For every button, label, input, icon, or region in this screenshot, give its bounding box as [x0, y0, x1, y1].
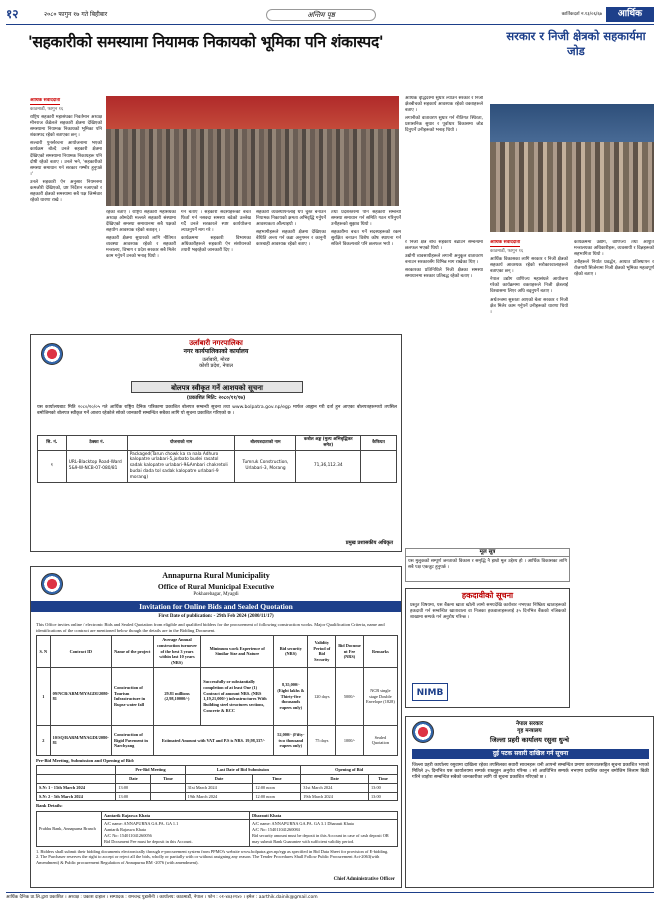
schedule-cell: 31st March 2024	[301, 783, 369, 792]
article-paragraph: सहकारी व्यवस्थापनलाई थप चुस्त बनाउन नियामक निकायको क्षमता अभिवृद्धि गर्नुपर्ने आवश्यकता औंल्याइयो ।	[256, 210, 326, 228]
bank1-title: Aantarik Rajaswa Khata	[101, 811, 249, 820]
award-table	[37, 435, 397, 483]
column-header: Bid security (NRS)	[274, 636, 308, 668]
cell-experience: Successfully or substantially completion of at least One (1) Contract of amount NRS. (NRS 1,19,21,000/-) infrastructures With Building steel structures sections, Concrete & RCC	[201, 667, 274, 725]
cell-sn: 2	[37, 725, 51, 755]
masthead	[6, 5, 654, 25]
schedule-label: Pre-Bid Meeting, Submission and Opening of Bid:	[36, 757, 135, 763]
schedule-subheader: Time	[253, 774, 301, 783]
province-name: कोशी प्रदेश, नेपाल	[199, 363, 233, 370]
schedule-cell: 13:00	[116, 792, 151, 801]
mool-sutra-text: यस मुलुकको सम्पूर्ण जनताको विकास र समृद्धि नै हाम्रो मूल उद्देश्य हो । आर्थिक विकासका लागि सबै पक्ष एकजुट हुनुपर्छ ।	[408, 559, 567, 571]
article-paragraph: र निजी क्षेत्र बीच सहकार्य बढाउने सम्बन्धमा छलफल भएको थियो ।	[405, 240, 483, 252]
cell-validity: 120 days	[308, 667, 336, 725]
main-article-photo	[106, 96, 399, 206]
notice-signoff: प्रमुख प्रशासकीय अधिकृत	[345, 540, 393, 547]
invitation-intro: This Office invites online / electronic Bids and Sealed Quotation from eligible and qualified bidders for the procurement of following construction works. Major Qualification Criteria, name and identifications of the contract are mentioned below though the details are in the Bidding Document.	[36, 622, 385, 634]
table-row	[37, 725, 398, 755]
notice-police	[405, 716, 654, 888]
schedule-row	[37, 792, 398, 801]
schedule-cell: 19th March 2024	[185, 792, 253, 801]
article-paragraph: सहकारीमा बचत गर्ने सदस्यहरूको रकम सुरक्षित बनाउन विशेष कोष स्थापना गर्न सकिने विकल्पबारे पनि छलफल भयो ।	[331, 230, 401, 248]
article-main-col5	[331, 210, 401, 328]
cell-estimate: Estimated Amount with VAT and P.S is NRS. 19,98,337/-	[153, 725, 273, 755]
bank2-details	[249, 820, 397, 846]
side-headline: सरकार र निजी क्षेत्रको सहकार्यमा जोड	[506, 29, 646, 58]
schedule-cell: S.N: 1 - 15th March 2024	[37, 783, 116, 792]
office-address: उर्लाबारी, मोरङ	[202, 356, 230, 363]
bank-label: Bank Details:	[36, 803, 63, 809]
column-header: Validity Period of Bid Security	[308, 636, 336, 668]
newspaper-logo: आर्थिक	[606, 7, 654, 22]
nimb-logo: NIMB	[412, 683, 448, 701]
cell-sn: १	[38, 450, 67, 482]
cell-security: 8,35,000/- (Eight lakhs & Thirty-five thousands rupees only)	[274, 667, 308, 725]
mool-sutra-title: मूल सूत्र	[406, 549, 569, 557]
cell-amount: 71,36,112.34	[296, 450, 361, 482]
schedule-row	[37, 783, 398, 792]
column-header: कबोल अङ्क (मुल्य अभिबृद्धिकर समेत)	[296, 436, 361, 451]
notice-urlabari	[30, 334, 402, 552]
article-byline: काठमाडौं, फागुन १६	[30, 107, 64, 113]
registration-number: कार्तिकदर्ता न.१३/०६/६७	[561, 12, 602, 17]
cell-fee: 5000/-	[336, 667, 364, 725]
article-paragraph: कार्यक्रममा सहकारी विभागका अधिकारीहरूले सहकारी ऐन संशोधनको तयारी भइरहेको जानकारी दिए ।	[181, 236, 251, 254]
schedule-subheader: Date	[116, 774, 151, 783]
publication-date: (प्रकाशित मिति: २०८०/११/१७)	[186, 395, 246, 401]
article-paragraph: सरकारका प्रतिनिधिले निजी क्षेत्रका समस्या समाधानमा सरकार प्रतिबद्ध रहेको बताए ।	[405, 268, 483, 280]
cell-project: Construction of Tourism Infrastructure in Rupse water fall	[112, 667, 154, 725]
article-paragraph: सञ्चारी पुनर्संरचना आयोजनामा भएको कार्यक्रम बोल्दै उनले सहकारी क्षेत्रमा देखिएको समस्यामा नियामक निकायहरू पनि दोषी रहेको बताए । उनले भने, 'सहकारीको समस्या समाधान गर्न सरकार गम्भीर हुनुपर्छ ।'	[30, 141, 102, 177]
schedule-header	[37, 766, 116, 775]
article-tag: आर्थिक संवाददाता	[30, 98, 60, 105]
notice-signoff: Chief Administrative Officer	[333, 877, 395, 883]
claim-notice-title: हकदावीको सूचना	[461, 591, 514, 600]
cell-contract-id: 10/SQ/RARM/MYAGDI/2080-81	[50, 725, 111, 755]
police-notice-text: जिल्ला प्रहरी कार्यालय रसुवामा दाखिला रहेका तपसिलका सवारी साधनहरू धनी आफ्नो सम्बन्धित प्रमाण कागजातसहित सूचना प्रकाशित भएको मितिले ३५ दिनभित्र यस कार्यालयमा सम्पर्क राख्नुहुन अनुरोध गरिन्छ । सो अवधिभित्र सम्पर्क नभएमा प्रचलित कानुन बमोजिम लिलाम बिक्री गरिने व्यहोरा सम्बन्धित सबैको जानकारीका लागि यो सूचना प्रकाशित गरिएको छ ।	[412, 763, 649, 781]
page-footer: आर्थिक दैनिक प्रा.लि.द्वारा प्रकाशित । अध्यक्ष : प्रकाश दाहाल । सम्पादक : रामचन्द्र पुडासैनी । कार्यालय: काठमाडौं, नेपाल । फोन : ०१-४४३२१४० । इमेल : aarthik.dainik@gmail.com	[6, 892, 654, 901]
bank-line: A/C name: ANNAPURNA GA.PA. GA 3.1 Dharauti Khata	[251, 821, 354, 827]
article-paragraph: गर्ने बताए । सहकारी सदस्यहरूको बचत फिर्ता गर्न नसक्दा समस्या बढेको उल्लेख गर्दै उनले सरकारले स्पष्ट कार्ययोजना ल्याउनुपर्ने माग गरे ।	[181, 210, 251, 234]
column-header: Bid Docume nt Fee (NRS)	[336, 636, 364, 668]
article-byline: काठमाडौं, फागुन १६	[490, 249, 524, 255]
column-header: सि. नं.	[38, 436, 67, 451]
article-main-col4	[256, 210, 326, 328]
column-header: Contract ID	[50, 636, 111, 668]
article-paragraph: राष्ट्रिय सहकारी महासंघका निवर्तमान अध्यक्ष मीनराज कँडेलले सहकारी क्षेत्रमा देखिएको समस्यामा नियामक निकायको भूमिका पनि शंकास्पद रहेको बताएका छन् ।	[30, 115, 102, 139]
article-paragraph: तथा प्रदेशस्तरमा पनि सहकारी सम्बन्धी समस्या समाधान गर्न समिति गठन गरिनुपर्ने उनीहरूको सुझाव थियो ।	[331, 210, 401, 228]
column-header: योजनाको नाम	[127, 436, 235, 451]
table-row	[37, 667, 398, 725]
article-paragraph: सहकारी क्षेत्रमा सुधारको लागि नीतिगत व्यवस्था आवश्यक रहेको र सहकारी मन्त्रालय, विभाग र प्रदेश सरकार सबै मिलेर काम गर्नुपर्ने उनको भनाइ थियो ।	[106, 236, 176, 260]
schedule-cell	[151, 792, 185, 801]
schedule-cell	[151, 783, 185, 792]
schedule-subheader: Time	[151, 774, 185, 783]
schedule-cell: 31st March 2024	[185, 783, 253, 792]
issue-date: २०८० फागुन १७ गते बिहीबार	[44, 11, 108, 18]
section-label: अन्तिम पृष्ठ	[266, 9, 376, 21]
table-row	[38, 450, 397, 482]
schedule-header: Pre-Bid Meeting	[116, 766, 185, 775]
schedule-subheader: Time	[369, 774, 398, 783]
schedule-cell: 13:00	[369, 792, 398, 801]
bank-line: Bid security amount must be deposit in this Account in case of cash deposit OR may submit Bank Guarantee with sufficient validity period.	[251, 832, 389, 844]
column-header: ठेक्का नं.	[66, 436, 127, 451]
side-article-photo	[490, 104, 654, 232]
ministry-name: गृह मन्त्रालय	[517, 728, 542, 735]
article-main-col3	[181, 210, 251, 328]
schedule-subheader: Date	[301, 774, 369, 783]
bank2-title: Dharauti Khata	[249, 811, 397, 820]
article-main-col1	[30, 98, 102, 328]
main-headline: 'सहकारीको समस्यामा नियामक निकायको भूमिका पनि शंकास्पद'	[28, 32, 384, 51]
bid-note: 2. The Purchaser reserves the right to accept or reject all the bids, wholly or partially with or without assigning any reason. The Tender Procedures Shall Follow Public Procurement Act-2063(with Amendment) & Public procurement Regulation of Annapurna RM -2076 (with amendment).	[36, 854, 380, 866]
schedule-cell: 13:00	[369, 783, 398, 792]
cell-sn: 1	[37, 667, 51, 725]
bank-table	[36, 811, 398, 847]
article-side-col3	[574, 240, 654, 660]
article-paragraph: अर्थतन्त्रमा सुस्तता आएको बेला सरकार र निजी क्षेत्र मिलेर काम गर्नुपर्ने उनीहरूको धारणा थियो ।	[490, 297, 568, 315]
column-header: Minimum work Experience of Similar Size and Nature	[201, 636, 274, 668]
table-header-row	[38, 436, 397, 451]
schedule-cell: 19th March 2024	[301, 792, 369, 801]
cell-validity: 75 days	[308, 725, 336, 755]
rm-address: Pokharebagar, Myagdi	[193, 591, 239, 597]
bid-note: 1. Bidders shall submit their bidding documents electronically through e-procurement system from PPMO's website www.bolpatra.gov.np/egp as specified in Bid Data Sheet for provision of E-bidding.	[36, 848, 389, 854]
schedule-header: Last Date of Bid Submission	[185, 766, 301, 775]
notice-nimb	[405, 588, 570, 708]
cell-contract-id: 09/NCB/ARM/MYAGDI/2080-81	[50, 667, 111, 725]
bank-line: A/C No: 154011041260084	[251, 827, 300, 833]
cell-project: Construction of Rigid Pavement in Narchyang	[112, 725, 154, 755]
page-number: १२	[6, 7, 19, 21]
schedule-subheader: Date	[185, 774, 253, 783]
invitation-title: Invitation for Online Bids and Sealed Quotation	[31, 601, 401, 612]
article-paragraph: उद्योगी व्यवसायीहरूले लगानी अनुकूल वातावरण बनाउन सरकारसँग विभिन्न माग राखेका थिए ।	[405, 254, 483, 266]
article-paragraph: कार्यक्रममा उद्योग, वाणिज्य तथा आपूर्ति मन्त्रालयका अधिकारीहरू, व्यवसायी र विज्ञहरूको सहभागिता थियो ।	[574, 240, 654, 258]
schedule-cell: 12:00 noon	[253, 783, 301, 792]
table-header-row	[37, 636, 398, 668]
bank-line: Bid Document Fee must be deposit in this Account.	[103, 838, 193, 844]
column-header: कैफियत	[361, 436, 397, 451]
municipality-name: उर्लाबारी नगरपालिका	[189, 339, 243, 347]
article-paragraph: उनले सहकारी ऐन अनुसार नियमनमा कमजोरी देखिएको, प्रष्ट निर्देशन नआएको र सहकारी क्षेत्रको समस्यामा सबै पक्ष जिम्मेवार रहेको धारणा राखे ।	[30, 179, 102, 203]
first-publication-date: First Date of publication: - 29th Feb 2024 (2080/11/17)	[158, 614, 274, 619]
schedule-header: Opening of Bid	[301, 766, 398, 775]
schedule-subheader	[37, 774, 116, 783]
article-right-top	[405, 96, 483, 236]
cell-turnover: 29.81 millions (2,98,10000/-)	[153, 667, 201, 725]
article-main-col2	[106, 210, 176, 328]
cell-project: Packaged(Tarun chowk ka ra nala Adhuro kalopatre urlabari-5,jorbato budei rasatol sadak kalopatre urlabari-9&Ambari chakretoli budai dada tol sadak kalopatre urlabari-9 morang)	[127, 450, 235, 482]
cell-fee: 1000/-	[336, 725, 364, 755]
cell-remarks	[361, 450, 397, 482]
mool-sutra-box	[405, 548, 570, 582]
rm-office: Office of Rural Municipal Executive	[157, 581, 275, 591]
article-side-col1	[405, 240, 483, 540]
schedule-cell: 12:00 noon	[253, 792, 301, 801]
article-paragraph: आर्थिक विकासका लागि सरकार र निजी क्षेत्रको सहकार्य आवश्यक रहेको सरोकारवालाहरूले बताएका छन् ।	[490, 257, 568, 275]
office-name: नगर कार्यपालिकाको कार्यालय	[183, 348, 249, 356]
bank-line: A/C No: 154011041260056	[103, 832, 152, 838]
rm-name: Annapurna Rural Municipality	[162, 571, 270, 580]
cell-bidder: Tumruk Construction, Urlabari-3, Morang	[235, 450, 296, 482]
notice-title: बोलपत्र स्वीकृत गर्ने आशयको सूचना	[131, 381, 303, 393]
police-office: जिल्ला प्रहरी कार्यालय रसुवा धुन्चे	[490, 735, 569, 744]
cell-security: 52,000/- (Fifty-two thousand rupees only)	[274, 725, 308, 755]
gov-name: नेपाल सरकार	[515, 721, 544, 727]
notice-body: यस कार्यालयबाट मिति २०८०/१०/०५ गते आर्थिक राष्ट्रिय दैनिक पत्रिकामा प्रकाशित बोलपत्र सम्बन्धी सूचना तथा www.bolpatra.gov.np/egp मार्फत आह्वान गरी दर्ता हुन आएका बोलपत्रहरूमध्ये तपसिल बमोजिमको बोलपत्र स्वीकृत गर्ने आशय रहेकोले सोको जानकारी सम्बन्धित सबैका लागि यो सूचना प्रकाशित गरिएको छ ।	[37, 405, 397, 417]
police-notice-title: दुई पटक सवारी दाखिल गर्न सूचना	[412, 749, 649, 759]
article-paragraph: लगानीको वातावरण सुधार गर्न नीतिगत स्थिरता, प्रशासनिक सुधार र पूर्वाधार विकासमा जोड दिनुपर्ने उनीहरूको भनाइ थियो ।	[405, 116, 483, 134]
schedule-cell: 13:00	[116, 783, 151, 792]
article-paragraph: उनीहरूले निर्यात प्रवर्द्धन, आयात प्रतिस्थापन र रोजगारी सिर्जनामा निजी क्षेत्रको भूमिका महत्वपूर्ण रहेको बताए ।	[574, 260, 654, 278]
schedule-cell: S.N: 2 - 5th March 2024	[37, 792, 116, 801]
bank1-details	[101, 820, 249, 846]
column-header: Average Annual construction turnover of the best 3 years within last 10 years (NRS)	[153, 636, 201, 668]
article-paragraph: आर्थिक वृद्धिदरमा सुधार ल्याउन सरकार र निजी क्षेत्रबीचको सहकार्य आवश्यक रहेको वक्ताहरूले बताए ।	[405, 96, 483, 114]
bank-line: Aantarik Rajaswa Khata	[103, 827, 146, 833]
article-tag: आर्थिक संवाददाता	[490, 240, 520, 247]
column-header: बोलपत्रदाताको नाम	[235, 436, 296, 451]
column-header: Remarks	[363, 636, 397, 668]
cell-remarks: Sealed Quotation	[363, 725, 397, 755]
article-paragraph: सहभागीहरूले सहकारी क्षेत्रमा देखिएका बेथिति अन्त्य गर्न कडा अनुगमन र कानुनी कारबाही आवश्यक रहेको बताए ।	[256, 230, 326, 248]
article-paragraph: रहेको बताए । राष्ट्रिय सहकारी महासंघका अध्यक्ष ओमदेवी मल्लले सहकारी संस्थामा देखिएको समस्या समाधानमा सबै पक्षको सहयोग आवश्यक रहेको बताइन् ।	[106, 210, 176, 234]
cell-contract: URL-Blacktop Road-Ward 5&9-W-NCB-07-080/81	[66, 450, 127, 482]
bank-name: Prabhu Bank, Annapurna Branch	[37, 811, 102, 846]
column-header: S. N	[37, 636, 51, 668]
article-side-col2	[490, 240, 568, 540]
bank-line: A/C name: ANNAPURNA GA.PA. GA 1.1	[103, 821, 179, 827]
column-header: Name of the project	[112, 636, 154, 668]
claim-notice-text: प्रस्तुत विषयमा, यस बैंकमा खाता खोली लामो समयदेखि कारोबार नभएका निष्क्रिय खाताहरूको हकदावी गर्न सम्बन्धित खातावाला वा निजका हकवालाहरूलाई ३५ दिनभित्र बैंकको नजिकको शाखामा सम्पर्क गर्न अनुरोध गरिन्छ ।	[410, 603, 566, 621]
cell-remarks: NCB single stage Double Envelope (1828)	[363, 667, 397, 725]
notice-annapurna	[30, 566, 402, 888]
schedule-table	[36, 765, 398, 801]
bid-table	[36, 635, 398, 866]
article-paragraph: नेपाल उद्योग वाणिज्य महासंघले आयोजना गरेको कार्यक्रममा वक्ताहरूले निजी क्षेत्रलाई विश्वासमा लिएर अघि बढ्नुपर्ने बताए ।	[490, 277, 568, 295]
